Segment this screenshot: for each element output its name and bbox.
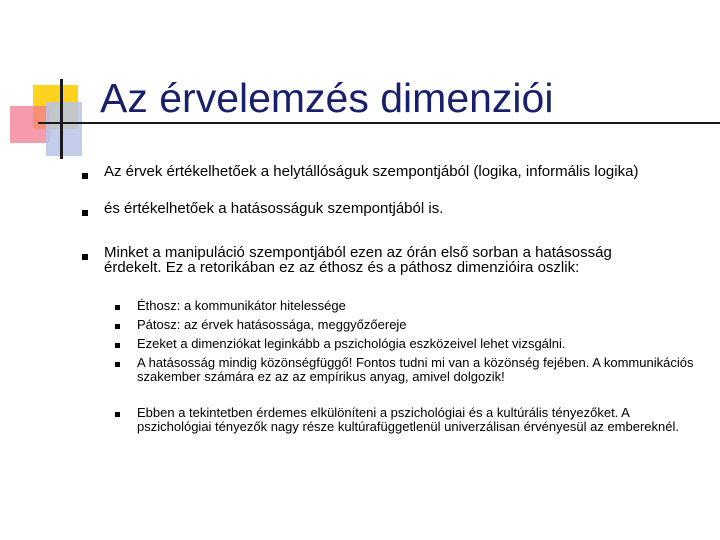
square-bullet-icon — [115, 305, 120, 310]
decor-red-square — [10, 106, 50, 143]
sub-bullet-item — [137, 318, 697, 332]
sub-bullet-text: A hatásosság mindig közönségfüggő! Fontos tudni mi van a közönség fejében. A kommunikációs szakember számára ez az az empírikus anyag, amivel dolgozik! — [137, 355, 694, 384]
decor-vertical-line — [60, 79, 63, 159]
square-bullet-icon — [115, 343, 120, 348]
sub-bullet-item — [137, 356, 697, 384]
bullet-text: és értékelhetőek a hatásosságuk szempontjából is. — [104, 200, 444, 217]
bullet-item — [104, 164, 694, 179]
square-bullet-icon — [115, 412, 120, 417]
sub-bullet-item — [137, 406, 697, 434]
decor-blue-square — [46, 102, 82, 156]
sub-bullet-item — [137, 337, 697, 351]
square-bullet-icon — [82, 173, 88, 179]
bullet-text: Az érvek értékelhetőek a helytállóságuk szempontjából (logika, informális logika) — [104, 163, 639, 180]
bullet-item — [104, 201, 694, 216]
decor-horizontal-line — [38, 122, 720, 124]
sub-bullet-text: Pátosz: az érvek hatásossága, meggyőzőereje — [137, 317, 407, 332]
sub-bullet-text: Ezeket a dimenziókat leginkább a pszichológia eszközeivel lehet vizsgálni. — [137, 336, 566, 351]
square-bullet-icon — [115, 362, 120, 367]
square-bullet-icon — [82, 210, 88, 216]
bullet-text: Minket a manipuláció szempontjából ezen az órán első sorban a hatásosság érdekelt. Ez a retorikában ez az éthosz és a páthosz dimenzióira oszlik: — [104, 244, 612, 276]
bullet-item — [104, 245, 644, 275]
sub-bullet-text: Ebben a tekintetben érdemes elkülöníteni a pszichológiai és a kultúrális tényezőket. A pszichológiai tényezők nagy része kultúrafüggetlenül univerzálisan érvényesül az embereknél. — [137, 405, 679, 434]
sub-bullet-item — [137, 299, 697, 313]
square-bullet-icon — [82, 254, 88, 260]
sub-bullet-text: Éthosz: a kommunikátor hitelessége — [137, 298, 346, 313]
slide-title: Az érvelemzés dimenziói — [100, 75, 554, 121]
square-bullet-icon — [115, 324, 120, 329]
